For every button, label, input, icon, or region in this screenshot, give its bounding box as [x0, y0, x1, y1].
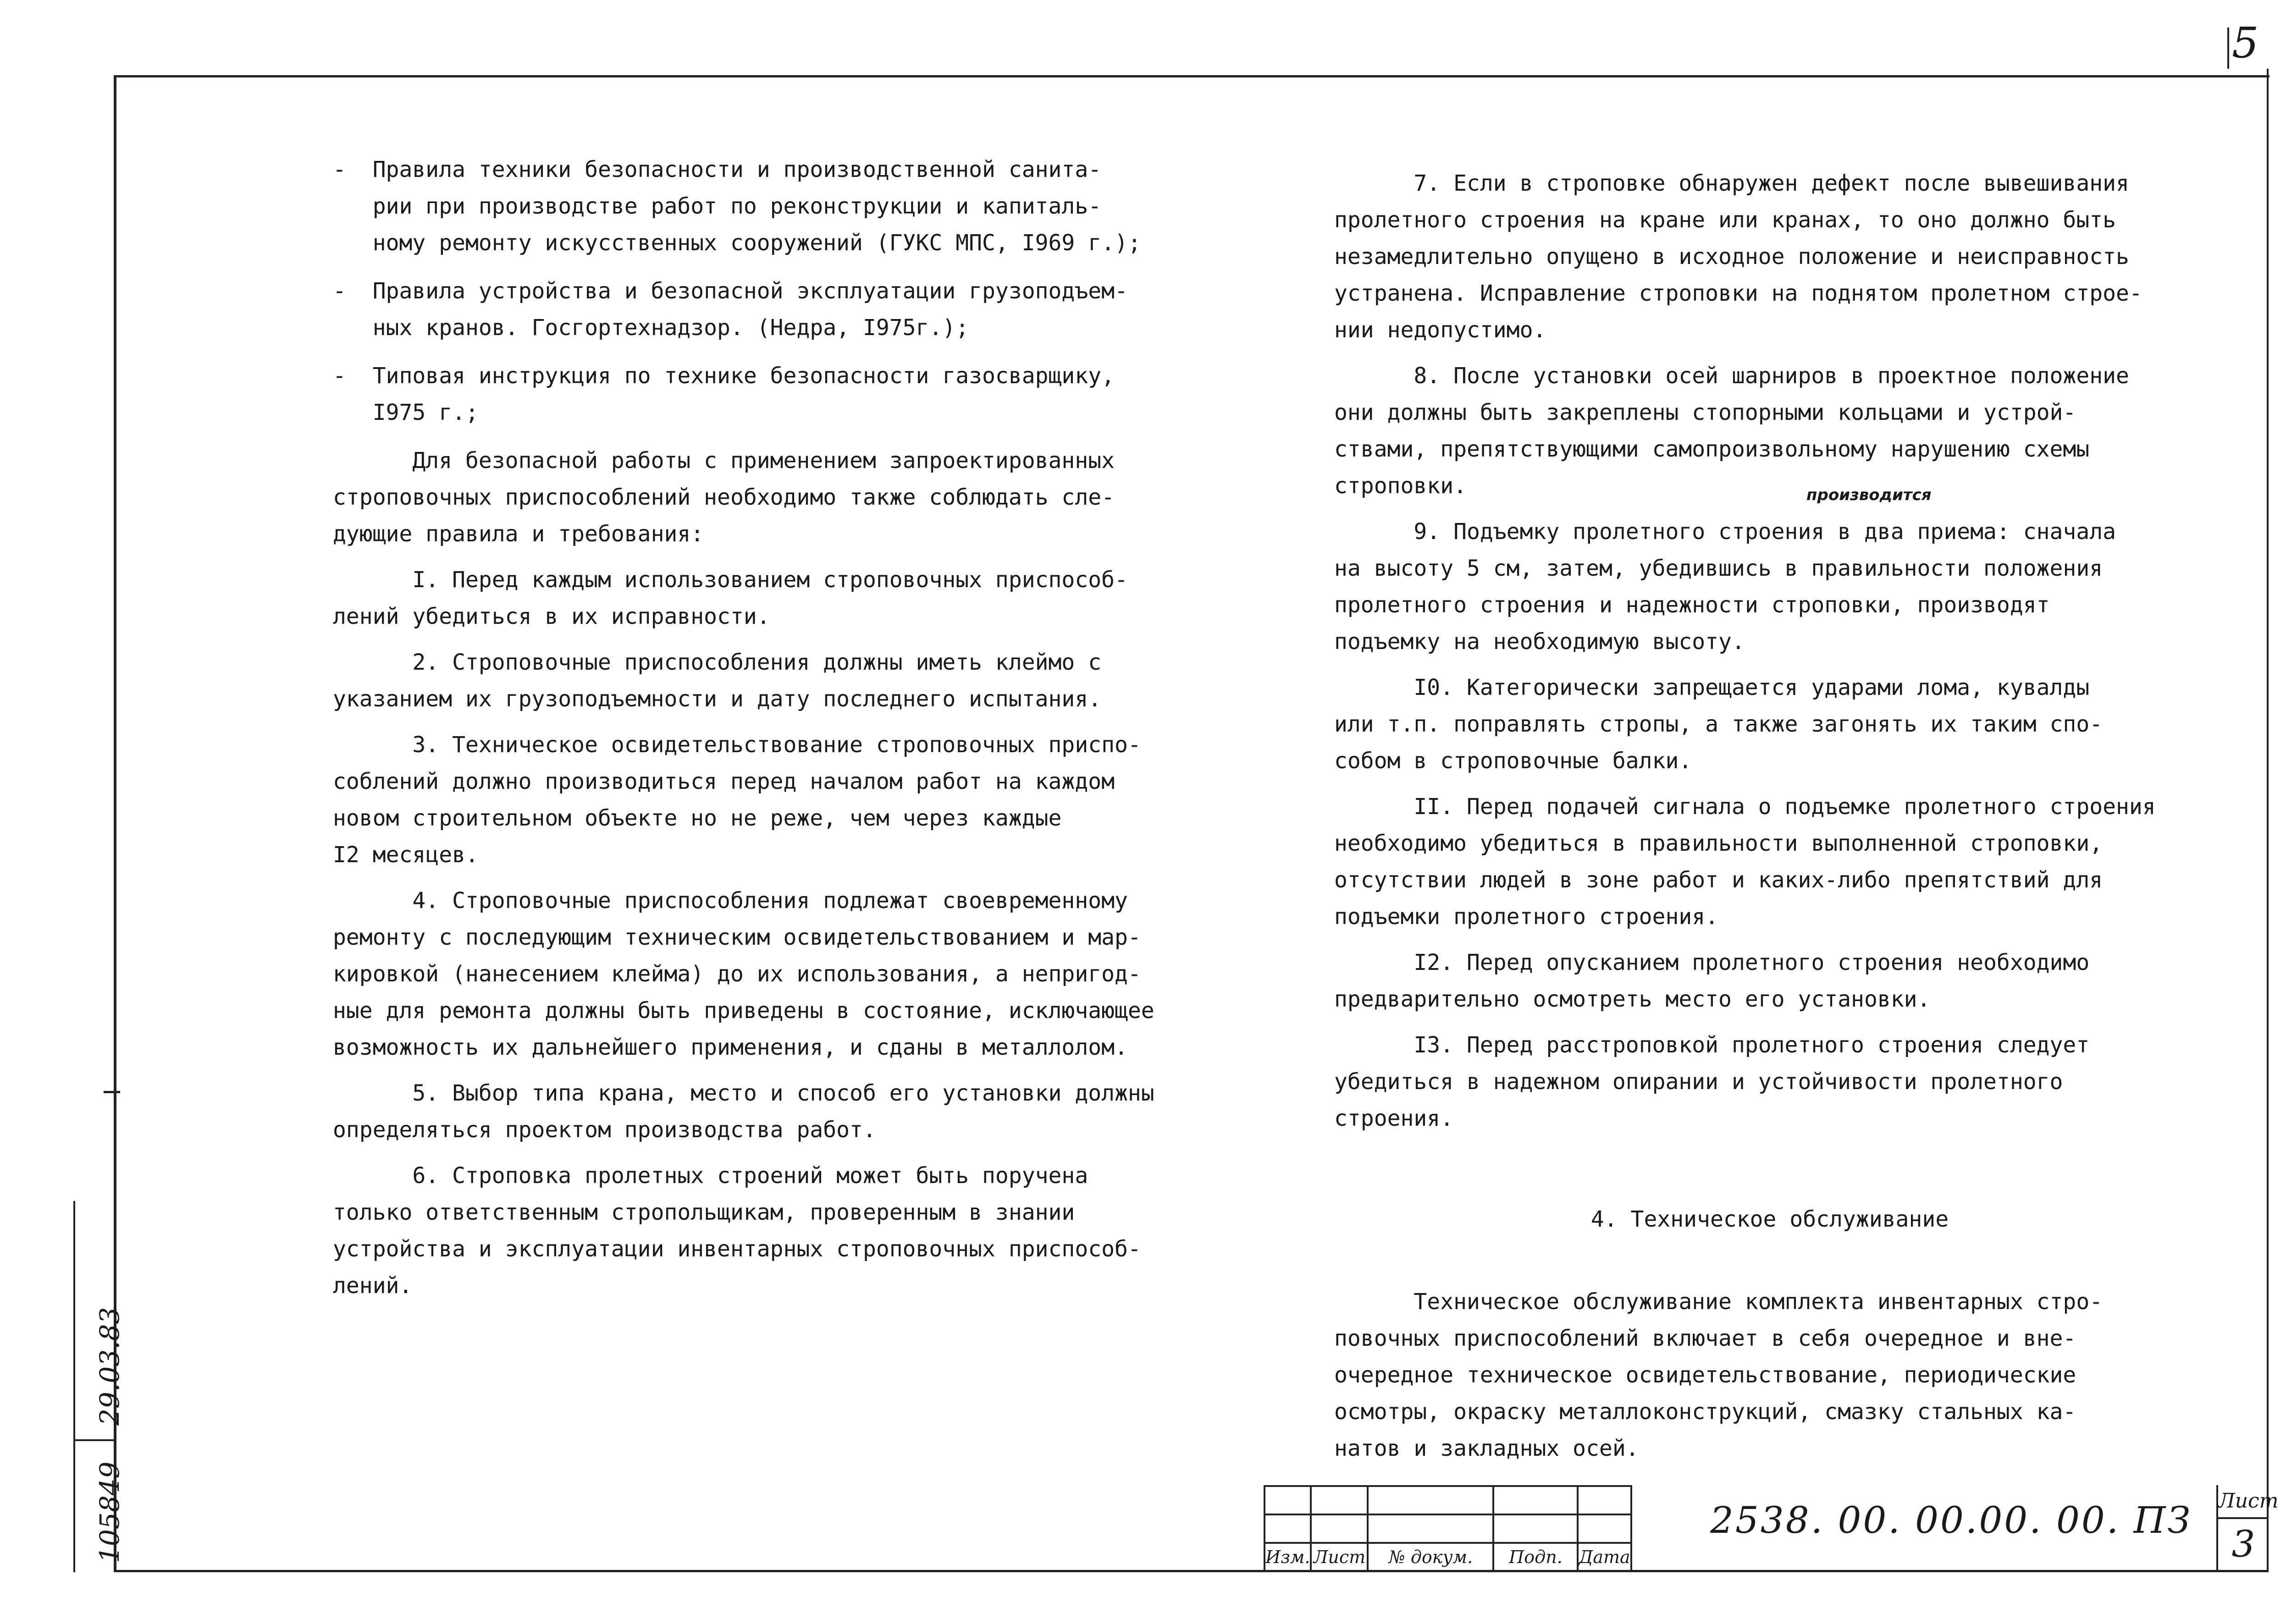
side-stamp-separator	[73, 1439, 115, 1441]
document-code: 2538. 00. 00.00. 00. ПЗ	[1710, 1499, 2192, 1541]
corner-tick	[2227, 28, 2229, 69]
side-stamp-rule	[73, 1201, 75, 1572]
paragraph: 2. Строповочные приспособления должны иметь клеймо с указанием их грузоподъемности и дату последнего испытания.	[333, 650, 1102, 712]
handwritten-insert: производится	[1806, 486, 1932, 504]
inventory-number: 105849	[94, 1461, 125, 1563]
paragraph: I3. Перед расстроповкой пролетного строения следует убедиться в надежном опирании и устойчивости пролетного строения.	[1334, 1032, 2090, 1131]
left-column	[333, 151, 1241, 1304]
right-column	[1334, 165, 2205, 1467]
frame-top-line	[115, 75, 2269, 77]
header-doc-number: № докум.	[1368, 1543, 1493, 1571]
paragraph: 8. После установки осей шарниров в проектное положение они должны быть закреплены стопорными кольцами и устрой- ствами, препятствующими самопроизвольному нарушению схемы строповки.	[1334, 363, 2129, 499]
paragraph: 9. Подъемку пролетного строения в два приема: сначала на высоту 5 см, затем, убедившись в правильности положения пролетного строения и надежности строповки, производят подъемку на необходимую высоту.	[1334, 519, 2116, 655]
paragraph: I. Перед каждым использованием строповочных приспособ- лений убедиться в их исправности.	[333, 567, 1128, 629]
sheet-corner-number: 5	[2232, 18, 2259, 67]
bullet-item: - Типовая инструкция по технике безопасности газосварщику, I975 г.;	[333, 363, 1115, 425]
bullet-item: - Правила устройства и безопасной эксплуатации грузоподъем- ных кранов. Госгортехнадзор. (Недра, I975г.);	[333, 278, 1128, 341]
paragraph: Для безопасной работы с применением запроектированных строповочных приспособлений необходимо также соблюдать сле- дующие правила и требования:	[333, 448, 1115, 547]
signature-date: 29.03.83	[94, 1307, 125, 1426]
paragraph: 3. Техническое освидетельствование строповочных приспо- соблений должно производиться перед началом работ на каждом новом строительном объекте но не реже, чем через каждые I2 месяцев.	[333, 732, 1141, 868]
paragraph: I0. Категорически запрещается ударами лома, кувалды или т.п. поправлять стропы, а также загонять их таким спо- собом в строповочные балки.	[1334, 675, 2103, 774]
sheet-label: Лист	[2218, 1485, 2269, 1519]
title-block-table	[1264, 1485, 1632, 1572]
frame-right-line	[2267, 69, 2269, 1572]
paragraph: 5. Выбор типа крана, место и способ его установки должны определяться проектом производства работ.	[333, 1080, 1154, 1143]
paragraph: 4. Строповочные приспособления подлежат своевременному ремонту с последующим техническим освидетельствованием и мар- кировкой (нанесением клейма) до их использования, а непригод- ные для ремонта должны быть приведены в состояние, исключающее возможность их дальнейшего применения, и сданы в металлолом.	[333, 888, 1154, 1060]
header-izm: Изм.	[1264, 1543, 1311, 1571]
header-date: Дата	[1578, 1543, 1631, 1571]
header-signature: Подп.	[1493, 1543, 1578, 1571]
fold-mark	[104, 1091, 120, 1093]
sheet-number: 3	[2231, 1523, 2255, 1565]
paragraph: 6. Строповка пролетных строений может быть поручена только ответственным стропольщикам, проверенным в знании устройства и эксплуатации инвентарных строповочных приспособ- лений.	[333, 1163, 1141, 1299]
paragraph: 7. Если в строповке обнаружен дефект после вывешивания пролетного строения на кране или кранах, то оно должно быть незамедлительно опущено в исходное положение и неисправность устранена. Исправление строповки на поднятом пролетном строе- нии недопустимо.	[1334, 171, 2142, 343]
sheet-number-box	[2216, 1485, 2279, 1570]
frame-bottom-line	[114, 1570, 2269, 1572]
section-heading: 4. Техническое обслуживание	[1590, 1206, 1949, 1232]
paragraph: II. Перед подачей сигнала о подъемке пролетного строения необходимо убедиться в правильности выполненной строповки, отсутствии людей в зоне работ и каких-либо препятствий для подъемки пролетного строения.	[1334, 794, 2156, 930]
header-list: Лист	[1311, 1543, 1368, 1571]
bullet-item: - Правила техники безопасности и производственной санита- рии при производстве работ по реконструкции и капиталь- ному ремонту искусственных сооружений (ГУКС МПС, I969 г.);	[333, 157, 1141, 256]
paragraph: I2. Перед опусканием пролетного строения необходимо предварительно осмотреть место его установки.	[1334, 950, 2090, 1012]
section-paragraph: Техническое обслуживание комплекта инвентарных стро- повочных приспособлений включает в себя очередное и вне- очередное техническое освидетельствование, периодические осмотры, окраску металлоконструкций, смазку стальных ка- натов и закладных осей.	[1334, 1289, 2103, 1461]
